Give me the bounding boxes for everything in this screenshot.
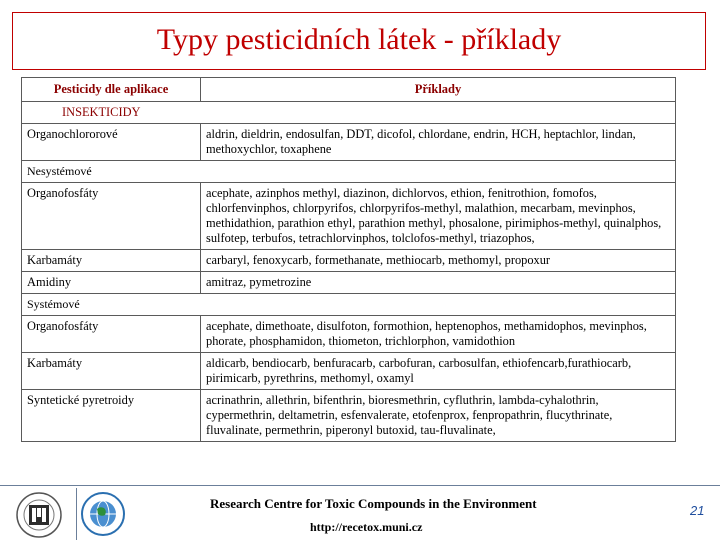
logo-divider: [76, 488, 77, 540]
footer-divider: [0, 485, 720, 486]
row-name: Amidiny: [22, 272, 201, 294]
title-box: [12, 12, 706, 70]
recetox-globe-icon: [80, 491, 126, 537]
footer-url-link[interactable]: http://recetox.muni.cz: [310, 520, 423, 534]
row-examples: acephate, azinphos methyl, diazinon, dichlorvos, ethion, fenitrothion, fomofos, chlorfenvinphos, chlorpyrifos, chlorpyrifos-methyl, malathion, mecarbam, mevinphos, methidathion, parathion ethyl, parathion methyl, phosalone, pirimiphos-methyl, quinalphos, sulfotep, terbufos, tetrachlorvinphos, tolclofos-methyl, triazophos,: [201, 183, 676, 250]
table-row: [22, 183, 676, 250]
section-systemove: Systémové: [22, 294, 676, 316]
slide-number: 21: [690, 503, 705, 518]
section-insekticidy: INSEKTICIDY: [22, 102, 676, 124]
table-row: [22, 272, 676, 294]
table-header-row: [22, 78, 676, 102]
row-name: Organofosfáty: [22, 316, 201, 353]
masaryk-university-logo-icon: [15, 491, 63, 539]
row-examples: aldrin, dieldrin, endosulfan, DDT, dicofol, chlordane, endrin, HCH, heptachlor, lindan, methoxychlor, toxaphene: [201, 124, 676, 161]
row-name: Organochlororové: [22, 124, 201, 161]
section-row: [22, 102, 676, 124]
header-col2: Příklady: [201, 78, 676, 102]
table-row: [22, 353, 676, 390]
section-row: [22, 161, 676, 183]
row-examples: carbaryl, fenoxycarb, formethanate, methiocarb, methomyl, propoxur: [201, 250, 676, 272]
row-name: Syntetické pyretroidy: [22, 390, 201, 442]
pesticide-table: [21, 77, 676, 442]
table-row: [22, 390, 676, 442]
footer-centre-name: Research Centre for Toxic Compounds in the Environment: [210, 496, 537, 511]
table-row: [22, 124, 676, 161]
slide-title: Typy pesticidních látek - příklady: [156, 23, 562, 56]
row-name: Organofosfáty: [22, 183, 201, 250]
header-col1: Pesticidy dle aplikace: [22, 78, 201, 102]
row-examples: acephate, dimethoate, disulfoton, formothion, heptenophos, methamidophos, mevinphos, phorate, phosphamidon, thiometon, trichlorphon, vamidothion: [201, 316, 676, 353]
row-examples: acrinathrin, allethrin, bifenthrin, bioresmethrin, cyfluthrin, lambda-cyhalothrin, cypermethrin, deltametrin, esfenvalerate, etofenprox, fenpropathrin, flucythrinate, fluvalinate, permethrin, piperonyl butoxid, tau-fluvalinate,: [201, 390, 676, 442]
section-row: [22, 294, 676, 316]
row-name: Karbamáty: [22, 353, 201, 390]
section-nesystemove: Nesystémové: [22, 161, 676, 183]
row-examples: aldicarb, bendiocarb, benfuracarb, carbofuran, carbosulfan, ethiofencarb,furathiocarb, pirimicarb, pyrethrins, methomyl, oxamyl: [201, 353, 676, 390]
row-examples: amitraz, pymetrozine: [201, 272, 676, 294]
table-row: [22, 250, 676, 272]
row-name: Karbamáty: [22, 250, 201, 272]
table-row: [22, 316, 676, 353]
